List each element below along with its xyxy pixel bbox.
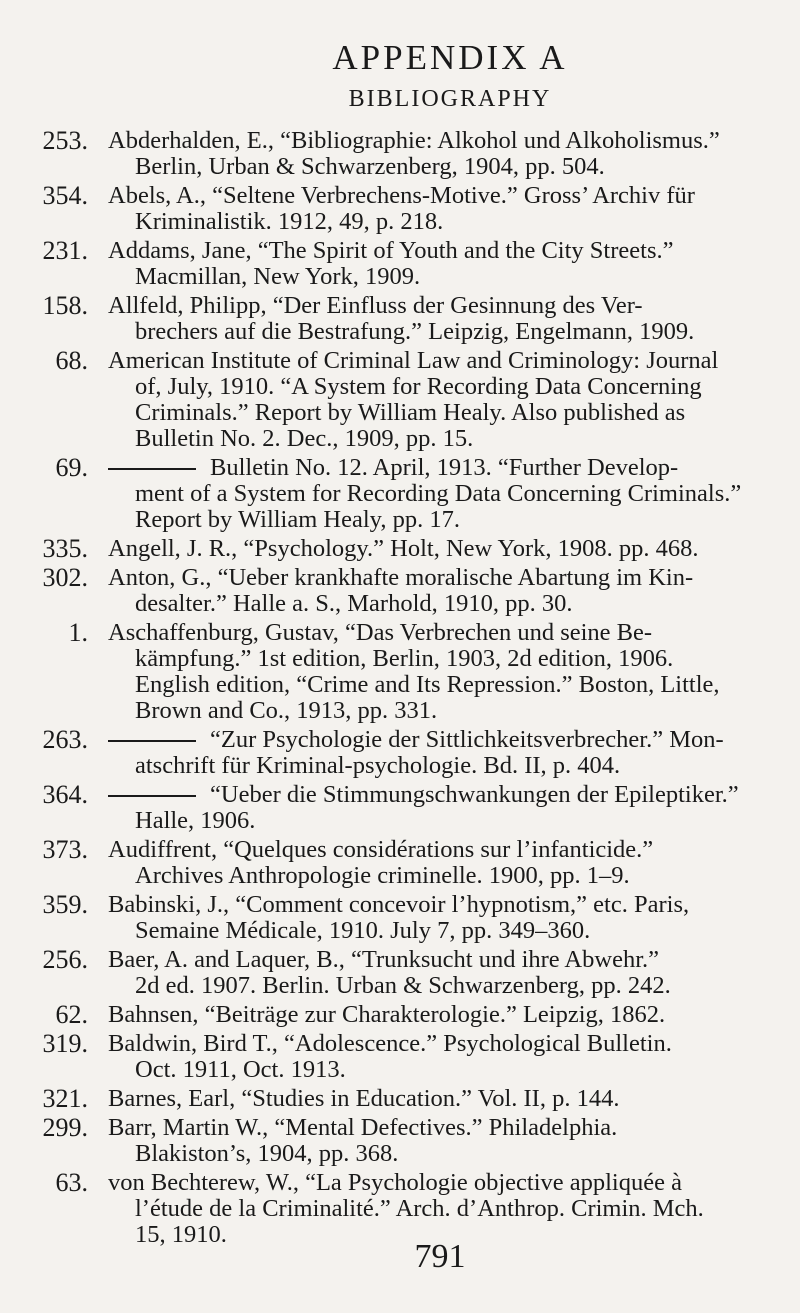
entry-text-line bbox=[108, 646, 780, 672]
entry-number: 253. bbox=[42, 126, 88, 155]
entry-text: Bulletin No. 2. Dec., 1909, pp. 15. bbox=[135, 426, 474, 452]
entry-text: Anton, G., “Ueber krankhafte moralische Abartung im Kin- bbox=[108, 565, 694, 591]
entry-text-line bbox=[108, 507, 780, 533]
entry-text-line bbox=[108, 426, 780, 452]
bibliography-entry bbox=[0, 1031, 800, 1083]
entry-text: Archives Anthropologie criminelle. 1900, pp. 1–9. bbox=[135, 863, 630, 889]
bibliography-entry bbox=[0, 536, 800, 562]
entry-text: Oct. 1911, Oct. 1913. bbox=[135, 1057, 346, 1083]
bibliography-entry bbox=[0, 892, 800, 944]
entry-text: American Institute of Criminal Law and Criminology: Journal bbox=[108, 348, 719, 374]
entry-text: l’étude de la Criminalité.” Arch. d’Anthrop. Crimin. Mch. bbox=[135, 1196, 704, 1222]
entry-text-line bbox=[108, 154, 780, 180]
bibliography-entry bbox=[0, 455, 800, 533]
entry-text: Audiffrent, “Quelques considérations sur l’infanticide.” bbox=[108, 837, 654, 863]
entry-text-line bbox=[108, 481, 780, 507]
entry-number: 231. bbox=[42, 236, 88, 265]
bibliography-entry bbox=[0, 293, 800, 345]
entry-text-line bbox=[108, 348, 780, 374]
entry-text: kämpfung.” 1st edition, Berlin, 1903, 2d edition, 1906. bbox=[135, 646, 674, 672]
entry-text: Barnes, Earl, “Studies in Education.” Vol. II, p. 144. bbox=[108, 1086, 620, 1112]
entry-text: Kriminalistik. 1912, 49, p. 218. bbox=[135, 209, 444, 235]
entry-text: 15, 1910. bbox=[135, 1222, 227, 1248]
entry-number: 158. bbox=[42, 291, 88, 320]
entry-text: Semaine Médicale, 1910. July 7, pp. 349–360. bbox=[135, 918, 591, 944]
entry-text-line bbox=[108, 753, 780, 779]
entry-number: 319. bbox=[42, 1029, 88, 1058]
entry-text-line bbox=[108, 1057, 780, 1083]
entry-text: atschrift für Kriminal-psychologie. Bd. II, p. 404. bbox=[135, 753, 621, 779]
entry-text-line bbox=[108, 672, 780, 698]
entry-text: Barr, Martin W., “Mental Defectives.” Philadelphia. bbox=[108, 1115, 618, 1141]
entry-text: Macmillan, New York, 1909. bbox=[135, 264, 421, 290]
entry-number: 299. bbox=[42, 1113, 88, 1142]
entry-text: Abderhalden, E., “Bibliographie: Alkohol und Alkoholismus.” bbox=[108, 128, 720, 154]
entry-number: 321. bbox=[42, 1084, 88, 1113]
entry-text-line bbox=[108, 863, 780, 889]
entry-text-line bbox=[108, 591, 780, 617]
bibliography-list bbox=[0, 128, 800, 1251]
entry-text: Criminals.” Report by William Healy. Also published as bbox=[135, 400, 686, 426]
entry-text: Blakiston’s, 1904, pp. 368. bbox=[135, 1141, 399, 1167]
entry-text-line bbox=[108, 782, 780, 808]
entry-text-line bbox=[108, 293, 780, 319]
bibliography-entry bbox=[0, 1115, 800, 1167]
entry-number: 68. bbox=[55, 346, 88, 375]
bibliography-entry bbox=[0, 947, 800, 999]
entry-text-line bbox=[108, 947, 780, 973]
entry-text: Babinski, J., “Comment concevoir l’hypnotism,” etc. Paris, bbox=[108, 892, 690, 918]
entry-number: 256. bbox=[42, 945, 88, 974]
entry-text: Baldwin, Bird T., “Adolescence.” Psychological Bulletin. bbox=[108, 1031, 672, 1057]
entry-number: 335. bbox=[42, 534, 88, 563]
entry-number: 1. bbox=[68, 618, 88, 647]
bibliography-entry bbox=[0, 128, 800, 180]
entry-text-line bbox=[108, 319, 780, 345]
entry-text: “Zur Psychologie der Sittlichkeitsverbrecher.” Mon- bbox=[210, 727, 724, 753]
entry-text-line bbox=[108, 238, 780, 264]
entry-text-line bbox=[108, 400, 780, 426]
entry-text: von Bechterew, W., “La Psychologie objective appliquée à bbox=[108, 1170, 682, 1196]
entry-text: Angell, J. R., “Psychology.” Holt, New York, 1908. pp. 468. bbox=[108, 536, 699, 562]
entry-text: Allfeld, Philipp, “Der Einfluss der Gesinnung des Ver- bbox=[108, 293, 643, 319]
bibliography-entry bbox=[0, 837, 800, 889]
entry-text-line bbox=[108, 892, 780, 918]
entry-text: Brown and Co., 1913, pp. 331. bbox=[135, 698, 438, 724]
entry-text-line bbox=[108, 620, 780, 646]
entry-text: Addams, Jane, “The Spirit of Youth and the City Streets.” bbox=[108, 238, 674, 264]
entry-text: Berlin, Urban & Schwarzenberg, 1904, pp. 504. bbox=[135, 154, 605, 180]
ditto-dash bbox=[108, 740, 196, 742]
entry-text: Baer, A. and Laquer, B., “Trunksucht und ihre Abwehr.” bbox=[108, 947, 659, 973]
entry-text-line bbox=[108, 455, 780, 481]
entry-text: brechers auf die Bestrafung.” Leipzig, Engelmann, 1909. bbox=[135, 319, 695, 345]
entry-text-line bbox=[108, 727, 780, 753]
entry-number: 359. bbox=[42, 890, 88, 919]
ditto-dash bbox=[108, 468, 196, 470]
entry-text-line bbox=[108, 565, 780, 591]
entry-text: 2d ed. 1907. Berlin. Urban & Schwarzenberg, pp. 242. bbox=[135, 973, 671, 999]
ditto-dash bbox=[108, 795, 196, 797]
entry-number: 63. bbox=[55, 1168, 88, 1197]
entry-text-line bbox=[108, 698, 780, 724]
entry-text-line bbox=[108, 1115, 780, 1141]
bibliography-entry bbox=[0, 238, 800, 290]
entry-number: 354. bbox=[42, 181, 88, 210]
entry-number: 373. bbox=[42, 835, 88, 864]
entry-text: Bahnsen, “Beiträge zur Charakterologie.” Leipzig, 1862. bbox=[108, 1002, 666, 1028]
entry-text-line bbox=[108, 1031, 780, 1057]
bibliography-entry bbox=[0, 782, 800, 834]
entry-number: 302. bbox=[42, 563, 88, 592]
entry-text-line bbox=[108, 973, 780, 999]
bibliography-entry bbox=[0, 1170, 800, 1248]
bibliography-entry bbox=[0, 183, 800, 235]
entry-text: desalter.” Halle a. S., Marhold, 1910, pp. 30. bbox=[135, 591, 573, 617]
entry-number: 364. bbox=[42, 780, 88, 809]
bibliography-entry bbox=[0, 1002, 800, 1028]
entry-text-line bbox=[108, 128, 780, 154]
entry-text: “Ueber die Stimmungschwankungen der Epileptiker.” bbox=[210, 782, 739, 808]
entry-text-line bbox=[108, 1086, 780, 1112]
entry-text-line bbox=[108, 209, 780, 235]
entry-text: Halle, 1906. bbox=[135, 808, 256, 834]
bibliography-entry bbox=[0, 348, 800, 452]
entry-text: Bulletin No. 12. April, 1913. “Further Develop- bbox=[210, 455, 679, 481]
entry-text-line bbox=[108, 183, 780, 209]
entry-text-line bbox=[108, 1196, 780, 1222]
entry-text-line bbox=[108, 536, 780, 562]
bibliography-entry bbox=[0, 1086, 800, 1112]
entry-text: of, July, 1910. “A System for Recording Data Concerning bbox=[135, 374, 702, 400]
entry-text-line bbox=[108, 918, 780, 944]
entry-text: Report by William Healy, pp. 17. bbox=[135, 507, 460, 533]
entry-text: Abels, A., “Seltene Verbrechens-Motive.” Gross’ Archiv für bbox=[108, 183, 695, 209]
entry-text-line bbox=[108, 808, 780, 834]
entry-text-line bbox=[108, 1170, 780, 1196]
entry-text: English edition, “Crime and Its Repression.” Boston, Little, bbox=[135, 672, 720, 698]
bibliography-entry bbox=[0, 620, 800, 724]
entry-text-line bbox=[108, 374, 780, 400]
bibliography-entry bbox=[0, 727, 800, 779]
entry-text-line bbox=[108, 1141, 780, 1167]
entry-number: 62. bbox=[55, 1000, 88, 1029]
page-subheading: BIBLIOGRAPHY bbox=[348, 86, 552, 112]
entry-text-line bbox=[108, 264, 780, 290]
page-number: 791 bbox=[414, 1238, 466, 1275]
entry-text: Aschaffenburg, Gustav, “Das Verbrechen und seine Be- bbox=[108, 620, 653, 646]
bibliography-entry bbox=[0, 565, 800, 617]
entry-number: 263. bbox=[42, 725, 88, 754]
entry-text: ment of a System for Recording Data Concerning Criminals.” bbox=[135, 481, 742, 507]
page-heading: APPENDIX A bbox=[332, 38, 568, 77]
entry-number: 69. bbox=[55, 453, 88, 482]
entry-text-line bbox=[108, 1002, 780, 1028]
entry-text-line bbox=[108, 837, 780, 863]
